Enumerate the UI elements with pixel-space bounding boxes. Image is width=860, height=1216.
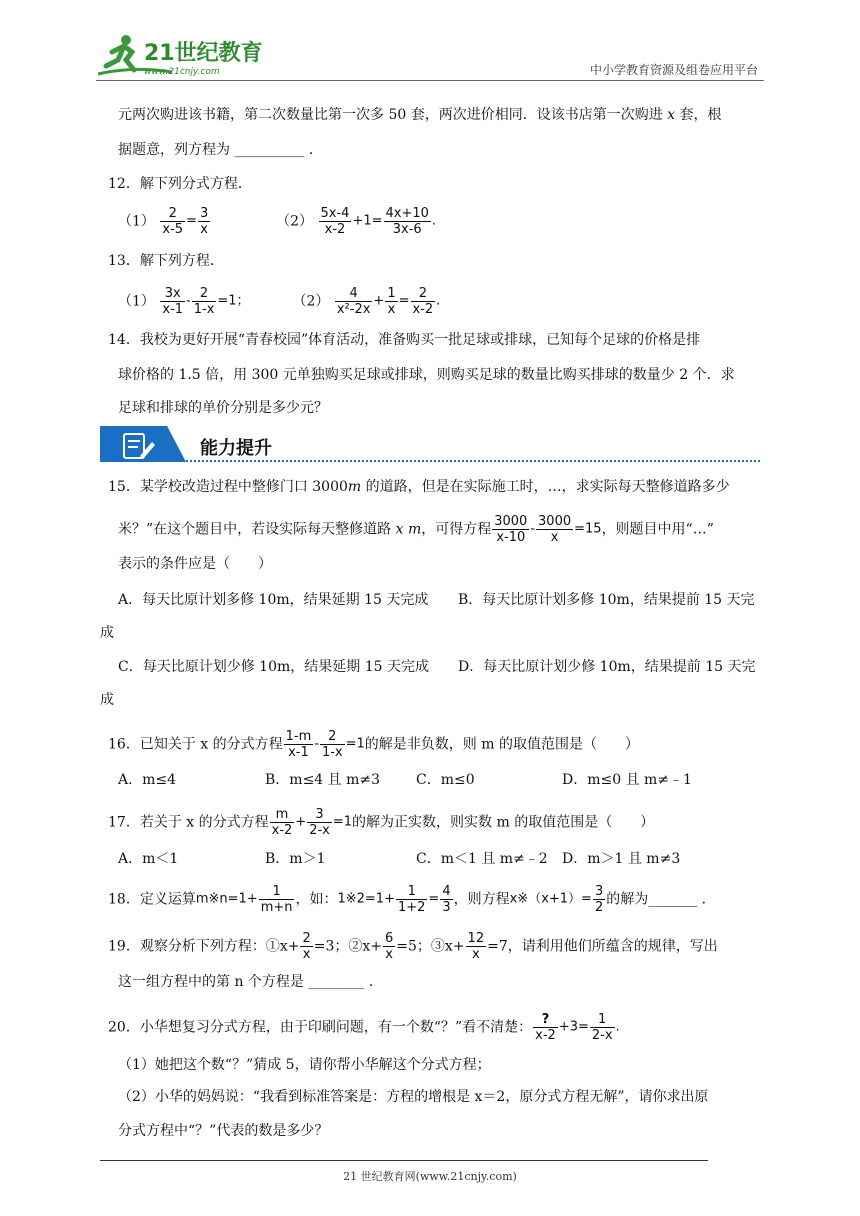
fraction: $\frac{2}{x}$: [302, 931, 311, 962]
q15-option-b-cont: 成: [100, 625, 114, 641]
header-divider: [96, 80, 764, 81]
fraction: $\frac{3000}{x}$: [538, 514, 572, 545]
q13-equations: （1） $\frac{3x}{x-1}$ - $\frac{2}{1-x}$ =1； （2） $\frac{4}{\text{x²-2x}}$ + $\frac{1}{x}$ = $\frac{2}{x-2}$ .: [118, 286, 441, 317]
fraction: $\frac{3}{2-x}$: [309, 807, 330, 838]
q18-line: 18．定义运算m※n=1+ $\frac{1}{m+n}$ ，如：1※2=1+ $\frac{1}{1+2}$ = $\frac{4}{3}$ ，则方程x※（x+1）= $\frac{3}{2}$ 的解为_______ ．: [108, 884, 716, 915]
logo-url-text: www.21cnjy.com: [144, 67, 220, 77]
site-logo[interactable]: [92, 30, 262, 82]
fraction: $\frac{1}{x}$: [387, 286, 396, 317]
q13-title: 13．解下列方程．: [108, 253, 224, 269]
q11-line2: 据题意，列方程为 __________ ．: [118, 142, 323, 158]
q17-option-c[interactable]: C．m＜1 且 m≠﹣2: [416, 851, 548, 867]
fraction: $\frac{1}{m+n}$: [260, 884, 293, 915]
q15-line3: 表示的条件应是（ ）: [118, 556, 272, 572]
section-title: 能力提升: [200, 438, 272, 459]
fraction: $\frac{m}{x-2}$: [271, 807, 293, 838]
q15-line2: 米？”在这个题目中，若设实际每天整修道路 x m，可得方程 $\frac{3000}{x-10}$ - $\frac{3000}{x}$ =15，则题目中用“…”: [118, 514, 714, 545]
q17-line: 17．若关于 x 的分式方程 $\frac{m}{x-2}$ + $\frac{3}{2-x}$ =1的解为正实数，则实数 m 的取值范围是（ ）: [108, 807, 655, 838]
fraction: $\frac{?}{x-2}$: [535, 1012, 556, 1043]
fraction: $\frac{5x-4}{x-2}$: [320, 206, 350, 237]
q20-part2: （2）小华的妈妈说：“我看到标准答案是：方程的增根是 x＝2，原分式方程无解”，请你求出原: [118, 1089, 709, 1105]
runner-logo-icon: [92, 30, 262, 82]
q16-line: 16．已知关于 x 的分式方程 $\frac{1-m}{x-1}$ - $\frac{2}{1-x}$ =1的解是非负数，则 m 的取值范围是（ ）: [108, 729, 639, 760]
q14-line1: 14．我校为更好开展“青春校园”体育活动，准备购买一批足球或排球，已知每个足球的价格是排: [108, 332, 701, 348]
q15-option-d[interactable]: D．每天比原计划少修 10m，结果提前 15 天完: [458, 659, 756, 675]
fraction: $\frac{3}{2}$: [594, 884, 604, 915]
q15-option-a[interactable]: A．每天比原计划多修 10m，结果延期 15 天完成: [118, 592, 429, 608]
q15-line1: 15．某学校改造过程中整修门口 3000m 的道路，但是在实际施工时，…，求实际每天整修道路多少: [108, 479, 730, 495]
q19-line2: 这一组方程中的第 n 个方程是 ________ ．: [118, 974, 383, 990]
q16-option-d[interactable]: D．m≤0 且 m≠﹣1: [562, 772, 692, 788]
fraction: $\frac{1}{1+2}$: [397, 884, 426, 915]
fraction: $\frac{1}{2-x}$: [591, 1012, 613, 1043]
footer-divider: [100, 1160, 708, 1161]
fraction: $\frac{4x+10}{3x-6}$: [385, 206, 429, 237]
q16-option-c[interactable]: C．m≤0: [416, 772, 475, 788]
fraction: $\frac{3x}{x-1}$: [162, 286, 184, 317]
fraction: $\frac{2}{1-x}$: [193, 286, 215, 317]
fraction: $\frac{2}{x-2}$: [412, 286, 434, 317]
fraction: $\frac{12}{x}$: [467, 931, 485, 962]
fraction: $\frac{2}{1-x}$: [321, 729, 343, 760]
fraction: $\frac{4}{3}$: [442, 884, 451, 915]
q14-line3: 足球和排球的单价分别是多少元？: [118, 400, 328, 416]
q20-part2-cont: 分式方程中“？”代表的数是多少？: [118, 1123, 329, 1139]
fraction: $\frac{2}{x-5}$: [162, 206, 184, 237]
q12-equations: （1） $\frac{2}{x-5}$ = $\frac{3}{x}$ （2） $\frac{5x-4}{x-2}$ +1= $\frac{4x+10}{3x-6}$ .: [118, 206, 437, 237]
logo-text: 21世纪教育: [144, 41, 262, 66]
q17-option-a[interactable]: A．m＜1: [118, 851, 179, 867]
q16-option-b[interactable]: B．m≤4 且 m≠3: [265, 772, 381, 788]
q20-line1: 20．小华想复习分式方程，由于印刷问题，有一个数“？”看不清楚： $\frac{?}{x-2}$ +3= $\frac{1}{2-x}$ .: [108, 1012, 620, 1043]
fraction: $\frac{3}{x}$: [199, 206, 209, 237]
q15-option-c[interactable]: C．每天比原计划少修 10m，结果延期 15 天完成: [118, 659, 429, 675]
fraction: $\frac{6}{x}$: [385, 931, 394, 962]
fraction: $\frac{3000}{x-10}$: [494, 514, 528, 545]
footer-text[interactable]: 21 世纪教育网(www.21cnjy.com): [343, 1170, 517, 1183]
q12-title: 12．解下列分式方程．: [108, 176, 252, 192]
q20-part1: （1）她把这个数“？”猜成 5，请你帮小华解这个分式方程；: [118, 1057, 491, 1073]
header-platform-text: 中小学教育资源及组卷应用平台: [589, 63, 758, 77]
q11-line1: 元两次购进该书籍，第二次数量比第一次多 50 套，两次进价相同．设该书店第一次购进 x 套，根: [118, 107, 722, 123]
q15-option-b[interactable]: B．每天比原计划多修 10m，结果提前 15 天完: [458, 592, 755, 608]
q17-option-b[interactable]: B．m＞1: [265, 851, 326, 867]
q19-line1: 19．观察分析下列方程：①x+ $\frac{2}{x}$ =3；②x+ $\frac{6}{x}$ =5；③x+ $\frac{12}{x}$ =7，请利用他们所蕴含的规律，写出: [108, 931, 718, 962]
section-tab: [100, 426, 186, 462]
q16-option-a[interactable]: A．m≤4: [118, 772, 177, 788]
section-banner: [100, 426, 760, 466]
q17-option-d[interactable]: D．m＞1 且 m≠3: [562, 851, 681, 867]
fraction: $\frac{4}{\text{x²-2x}}$: [336, 286, 371, 317]
section-divider: [186, 460, 760, 462]
q15-option-d-cont: 成: [100, 692, 114, 708]
q14-line2: 球价格的 1.5 倍，用 300 元单独购买足球或排球，则购买足球的数量比购买排球的数量少 2 个．求: [118, 367, 735, 383]
fraction: $\frac{1-m}{x-1}$: [285, 729, 312, 760]
notepad-pencil-icon: [118, 428, 158, 464]
